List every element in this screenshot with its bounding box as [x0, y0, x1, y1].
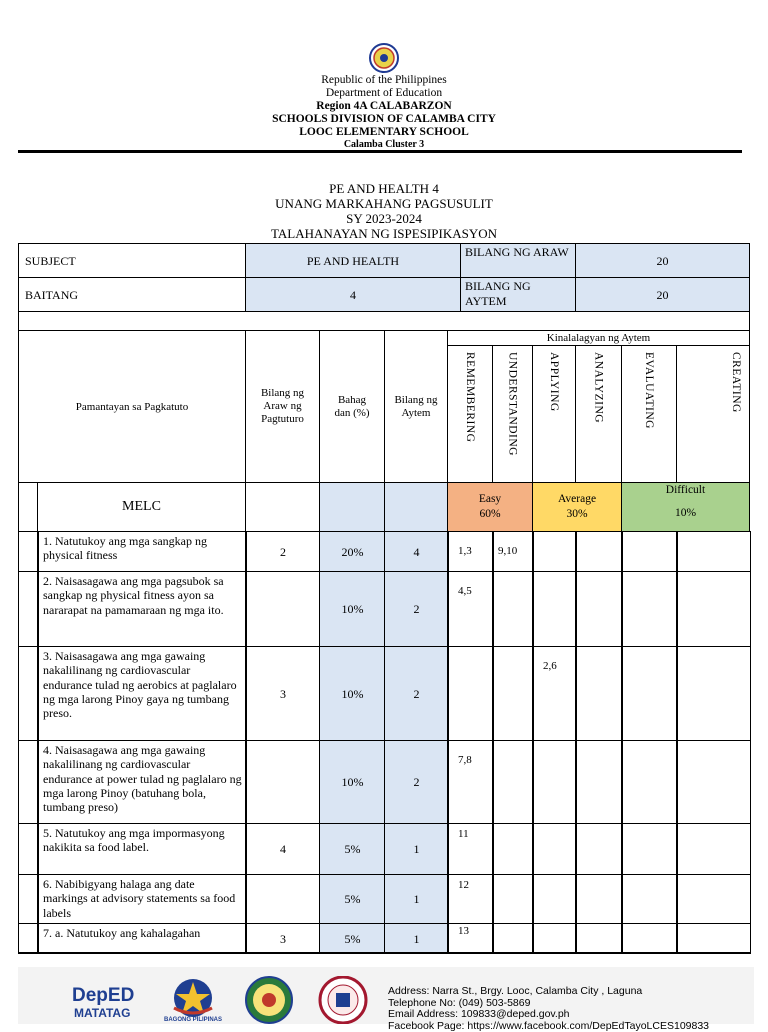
row-7-empty-cell — [575, 923, 623, 954]
row-7-remembering-cell: 13 — [447, 923, 494, 954]
footer-contact — [388, 986, 760, 1032]
row-1-melc-cell: 1. Natutukoy ang mga sangkap ng physical fitness — [37, 531, 247, 572]
row-2-empty-cell — [676, 571, 751, 647]
row-5-empty-cell — [18, 823, 39, 875]
melc-header: MELC — [37, 482, 246, 532]
row-3-percent-cell: 10% — [319, 646, 386, 741]
division-text: SCHOOLS DIVISION OF CALAMBA CITY — [0, 113, 768, 126]
row-2-understanding-cell — [492, 571, 534, 647]
row-4-remembering-cell: 7,8 — [447, 740, 494, 824]
row-6-understanding-cell — [492, 874, 534, 924]
row-7-days-cell: 3 — [245, 923, 321, 954]
row-6-days-cell — [245, 874, 321, 924]
row-1-empty-cell — [621, 531, 678, 572]
competency-header: Pamantayan sa Pagkatuto — [18, 330, 246, 483]
row-1-applying-cell — [532, 531, 577, 572]
row-3-empty-cell — [676, 646, 751, 741]
row-7-applying-cell — [532, 923, 577, 954]
days-value: 20 — [575, 243, 750, 278]
republic-text: Republic of the Philippines — [0, 74, 768, 87]
row-3-empty-cell — [18, 646, 39, 741]
row-3-remembering-cell — [447, 646, 494, 741]
grade-label: BAITANG — [18, 277, 246, 312]
row-4-empty-cell — [575, 740, 623, 824]
header-rule — [18, 150, 742, 153]
level-analyzing: ANALYZING — [575, 345, 622, 483]
level-evaluating: EVALUATING — [621, 345, 677, 483]
row-1-percent-cell: 20% — [319, 531, 386, 572]
row-1-days-cell: 2 — [245, 531, 321, 572]
row-5-understanding-cell — [492, 823, 534, 875]
row-7-empty-cell — [621, 923, 678, 954]
row-5-empty-cell — [676, 823, 751, 875]
title-exam: UNANG MARKAHANG PAGSUSULIT — [0, 197, 768, 211]
row-2-empty-cell — [621, 571, 678, 647]
title-tos: TALAHANAYAN NG ISPESIPIKASYON — [0, 227, 768, 241]
row-2-empty-cell — [18, 571, 39, 647]
deped-logo: DepED — [72, 985, 134, 1007]
row-7-items-cell: 1 — [384, 923, 449, 954]
row-7-empty-cell — [676, 923, 751, 954]
row-6-items-cell: 1 — [384, 874, 449, 924]
footer-telephone: Telephone No: (049) 503-5869 — [388, 998, 760, 1010]
deped-seal — [362, 43, 406, 73]
row-3-melc-cell: 3. Naisasagawa ang mga gawaing nakalilinang ng cardiovascular endurance tulad ng aerobics at paglalaro ng mga larong Pinoy gaya ng tumbang preso. — [37, 646, 247, 741]
grade-value: 4 — [245, 277, 461, 312]
row-6-remembering-cell: 12 — [447, 874, 494, 924]
row-1-empty-cell — [676, 531, 751, 572]
row-3-items-cell: 2 — [384, 646, 449, 741]
row-4-applying-cell — [532, 740, 577, 824]
row-4-empty-cell — [18, 740, 39, 824]
row-2-empty-cell — [575, 571, 623, 647]
title-sy: SY 2023-2024 — [0, 212, 768, 226]
row-6-percent-cell: 5% — [319, 874, 386, 924]
row-3-empty-cell — [575, 646, 623, 741]
row-3-understanding-cell — [492, 646, 534, 741]
region-text: Region 4A CALABARZON — [0, 100, 768, 113]
subject-value: PE AND HEALTH — [245, 243, 461, 278]
percent-header: Bahag dan (%) — [319, 330, 385, 483]
row-2-items-cell: 2 — [384, 571, 449, 647]
difficult-badge: Difficult 10% — [621, 482, 750, 532]
days-header: Bilang ng Araw ng Pagtuturo — [245, 330, 320, 483]
row-5-remembering-cell: 11 — [447, 823, 494, 875]
level-understanding: UNDERSTANDING — [492, 345, 533, 483]
table-bottom-rule — [18, 952, 750, 953]
row-5-applying-cell — [532, 823, 577, 875]
melc-items-cell — [384, 482, 448, 532]
footer-email[interactable]: Email Address: 109833@deped.gov.ph — [388, 1009, 760, 1021]
matatag-logo: MATATAG — [74, 1006, 130, 1020]
footer-facebook[interactable]: Facebook Page: https://www.facebook.com/DepEdTayoLCES109833 — [388, 1021, 760, 1032]
footer-address: Address: Narra St., Brgy. Looc, Calamba City , Laguna — [388, 986, 760, 998]
row-7-melc-cell: 7. a. Natutukoy ang kahalagahan — [37, 923, 247, 954]
row-2-melc-cell: 2. Naisasagawa ang mga pagsubok sa sangkap ng physical fitness ayon sa nararapat na pamamaraan ng mga ito. — [37, 571, 247, 647]
items-header: Bilang ng Aytem — [384, 330, 448, 483]
melc-margin-cell — [18, 482, 38, 532]
row-3-days-cell: 3 — [245, 646, 321, 741]
row-4-percent-cell: 10% — [319, 740, 386, 824]
row-7-understanding-cell — [492, 923, 534, 954]
row-4-empty-cell — [676, 740, 751, 824]
items-label: BILANG NG AYTEM — [460, 277, 576, 312]
bagong-pilipinas-logo: BAGONG PILIPINAS — [160, 978, 226, 1024]
row-5-percent-cell: 5% — [319, 823, 386, 875]
row-5-melc-cell: 5. Natutukoy ang mga impormasyong nakikita sa food label. — [37, 823, 247, 875]
average-badge: Average 30% — [532, 482, 622, 532]
title-subject: PE AND HEALTH 4 — [0, 182, 768, 196]
division-seal — [236, 976, 302, 1029]
subject-label: SUBJECT — [18, 243, 246, 278]
level-applying: APPLYING — [532, 345, 576, 483]
row-1-items-cell: 4 — [384, 531, 449, 572]
row-3-empty-cell — [621, 646, 678, 741]
row-5-empty-cell — [575, 823, 623, 875]
row-1-empty-cell — [575, 531, 623, 572]
row-4-days-cell — [245, 740, 321, 824]
row-4-melc-cell: 4. Naisasagawa ang mga gawaing nakalilinang ng cardiovascular endurance at power tulad ng paglalaro ng mga larong Pinoy (batuhang bola, tumbang preso) — [37, 740, 247, 824]
row-6-empty-cell — [621, 874, 678, 924]
row-1-understanding-cell: 9,10 — [492, 531, 534, 572]
spacer-row — [18, 311, 750, 331]
level-creating: CREATING — [676, 345, 750, 483]
cluster-text: Calamba Cluster 3 — [0, 138, 768, 151]
row-2-percent-cell: 10% — [319, 571, 386, 647]
row-5-items-cell: 1 — [384, 823, 449, 875]
easy-badge: Easy 60% — [447, 482, 533, 532]
melc-percent-cell — [319, 482, 385, 532]
row-6-empty-cell — [676, 874, 751, 924]
row-6-applying-cell — [532, 874, 577, 924]
row-7-percent-cell: 5% — [319, 923, 386, 954]
row-1-empty-cell — [18, 531, 39, 572]
row-1-remembering-cell: 1,3 — [447, 531, 494, 572]
school-text: LOOC ELEMENTARY SCHOOL — [0, 126, 768, 139]
row-2-applying-cell — [532, 571, 577, 647]
row-5-empty-cell — [621, 823, 678, 875]
row-5-days-cell: 4 — [245, 823, 321, 875]
row-2-days-cell — [245, 571, 321, 647]
level-remembering: REMEMBERING — [447, 345, 493, 483]
melc-days-cell — [245, 482, 320, 532]
items-value: 20 — [575, 277, 750, 312]
row-3-applying-cell: 2,6 — [532, 646, 577, 741]
row-2-remembering-cell: 4,5 — [447, 571, 494, 647]
row-6-empty-cell — [18, 874, 39, 924]
placement-header: Kinalalagyan ng Aytem — [447, 330, 750, 346]
school-seal — [310, 976, 376, 1029]
row-4-items-cell: 2 — [384, 740, 449, 824]
row-6-empty-cell — [575, 874, 623, 924]
row-7-empty-cell — [18, 923, 39, 954]
row-4-understanding-cell — [492, 740, 534, 824]
days-label: BILANG NG ARAW — [460, 243, 576, 278]
row-6-melc-cell: 6. Nabibigyang halaga ang date markings at advisory statements sa food labels — [37, 874, 247, 924]
row-4-empty-cell — [621, 740, 678, 824]
department-text: Department of Education — [0, 87, 768, 100]
